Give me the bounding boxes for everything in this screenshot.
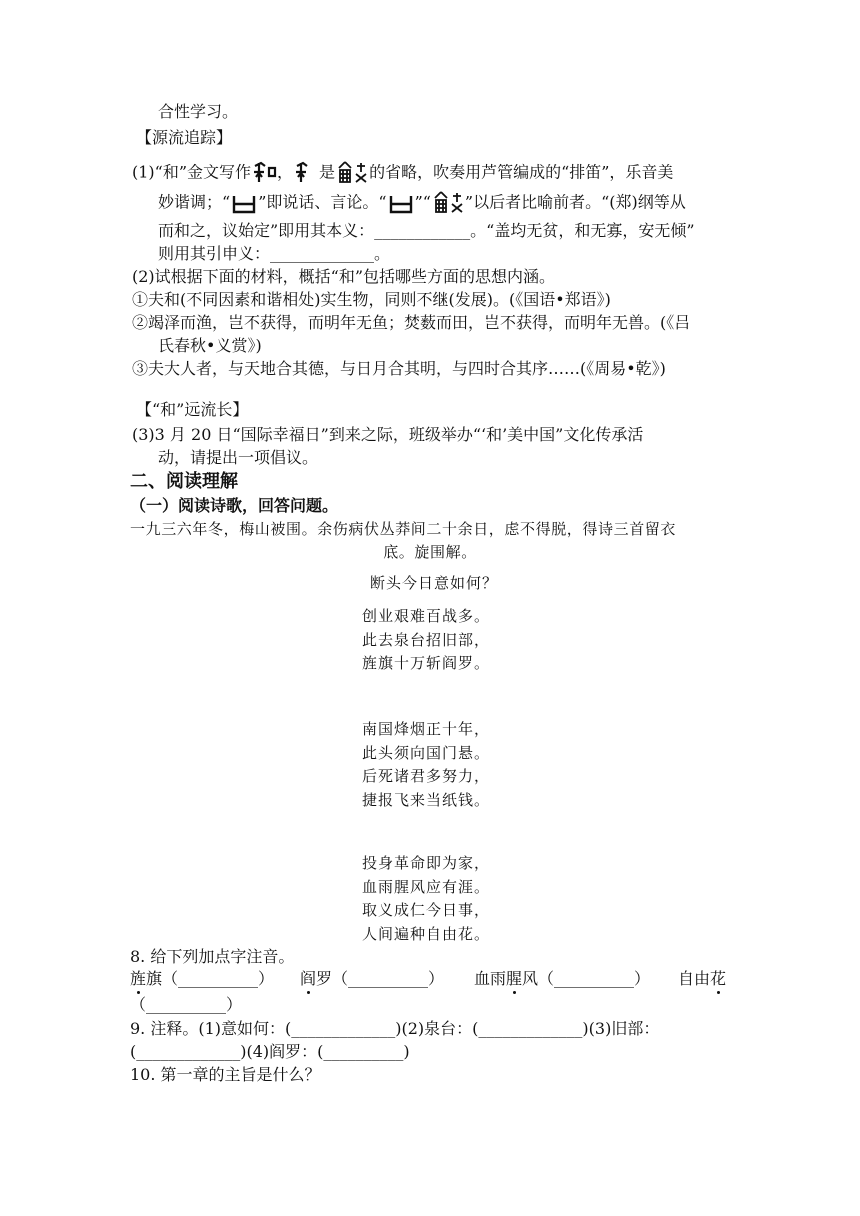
q8-item-pre: 自由 (678, 969, 711, 988)
q8-item-4 (678, 968, 726, 990)
q1-text-d: 的省略，吹奏用芦管编成的“排笛”，乐音美 (369, 162, 674, 182)
poem-line: 投身革命即为家， (362, 854, 491, 872)
poem-stanza-1-head (370, 572, 498, 596)
material-2-line-2: 氏春秋•义赏》) (158, 336, 262, 355)
section-subtitle: （一）阅读诗歌，回答问题。 (130, 496, 339, 515)
poem-stanza-3 (362, 852, 490, 946)
poem-line: 旌旗十万斩阎罗。 (362, 654, 491, 672)
poem-line: 此头须向国门悬。 (362, 743, 491, 762)
poem-line: 创业艰难百战多。 (362, 607, 491, 625)
poem-preface-1: 一九三六年冬，梅山被围。余伤病伏丛莽间二十余日，虑不得脱，得诗三首留衣 (130, 520, 677, 538)
bronze-glyph-pipes-icon (335, 160, 369, 186)
q1-line-3: 而和之，议始定”即用其本义：____________。“盖均无贫，和无寡，安无倾” (158, 221, 695, 240)
q8-item-post: 旗（__________） (146, 969, 275, 988)
dotted-char: 阎 (300, 969, 317, 988)
poem-line: 取义成仁今日事， (362, 901, 491, 919)
poem-stanza-1 (362, 605, 490, 676)
q8-title: 8. 给下列加点字注音。 (130, 947, 295, 966)
intro-line: 合性学习。 (158, 102, 239, 121)
poem-line: 断头今日意如何？ (370, 574, 499, 592)
q1-text-h: ”以后者比喻前者。“(郑)纲等从 (464, 192, 686, 212)
q3-line-1: (3)3 月 20 日“国际幸福日”到来之际，班级举办“‘和’美中国”文化传承活 (132, 425, 644, 444)
q8-item-2 (300, 968, 444, 990)
q3-line-2: 动，请提出一项倡议。 (158, 448, 319, 467)
q1-line-1 (132, 160, 673, 186)
section-title: 二、阅读理解 (130, 471, 238, 492)
poem-line: 后死诸君多努力， (362, 767, 491, 785)
poem-preface-2: 底。旋围解。 (383, 543, 477, 561)
q10-line: 10. 第一章的主旨是什么？ (130, 1065, 321, 1084)
bronze-glyph-mouth-2-icon (387, 190, 415, 216)
bronze-glyph-pipes-2-icon (431, 190, 465, 216)
q1-text-a: (1)“和”金文写作 (132, 162, 252, 182)
q1-text-c: 是 (319, 162, 336, 182)
q1-text-b: ， (277, 162, 294, 182)
bronze-glyph-he-short-icon (293, 160, 319, 186)
bronze-glyph-mouth-icon (230, 190, 258, 216)
q8-item-post: 风（__________） (522, 969, 651, 988)
q1-line-2 (158, 190, 686, 216)
poem-line: 此去泉台招旧部， (362, 630, 491, 649)
q9-line-1: 9. 注释。(1)意如何：(_____________)(2)泉台：(_____________)(3)旧部： (130, 1019, 660, 1038)
poem-line: 血雨腥风应有涯。 (362, 877, 491, 896)
material-1: ①夫和(不同因素和谐相处)实生物，同则不继(发展)。(《国语•郑语》) (132, 290, 611, 309)
heading-source: 【源流追踪】 (136, 128, 233, 147)
q8-item-pre: 血雨 (474, 969, 507, 988)
q8-item-3 (474, 968, 650, 990)
q2-line: (2)试根据下面的材料，概括“和”包括哪些方面的思想内涵。 (132, 267, 556, 286)
material-3: ③夫大人者，与天地合其德，与日月合其明，与四时合其序……(《周易•乾》) (132, 359, 666, 378)
dotted-char: 花 (710, 969, 727, 988)
dotted-char: 旌 (130, 969, 147, 988)
q1-text-e: 妙谐调；“ (158, 192, 231, 212)
q8-tail: （__________） (130, 995, 243, 1014)
q1-line-4: 则用其引申义：_____________。 (158, 244, 391, 263)
poem-stanza-2 (362, 718, 490, 812)
dotted-char: 腥 (506, 969, 523, 988)
poem-line: 人间遍种自由花。 (362, 924, 491, 943)
q8-item-post: 罗（__________） (316, 969, 445, 988)
material-2-line-1: ②竭泽而渔，岂不获得，而明年无鱼；焚薮而田，岂不获得，而明年无兽。(《吕 (132, 313, 691, 332)
q8-item-1 (130, 968, 274, 990)
bronze-glyph-he-icon (251, 160, 277, 186)
q1-text-g: ”“ (414, 192, 431, 212)
poem-line: 捷报飞来当纸钱。 (362, 790, 491, 809)
q1-text-f: ”即说话、言论。“ (258, 192, 387, 212)
q9-line-2: (_____________)(4)阎罗：(__________) (130, 1042, 410, 1061)
poem-line: 南国烽烟正十年， (362, 720, 491, 738)
heading-far: 【“和”远流长】 (136, 400, 249, 419)
